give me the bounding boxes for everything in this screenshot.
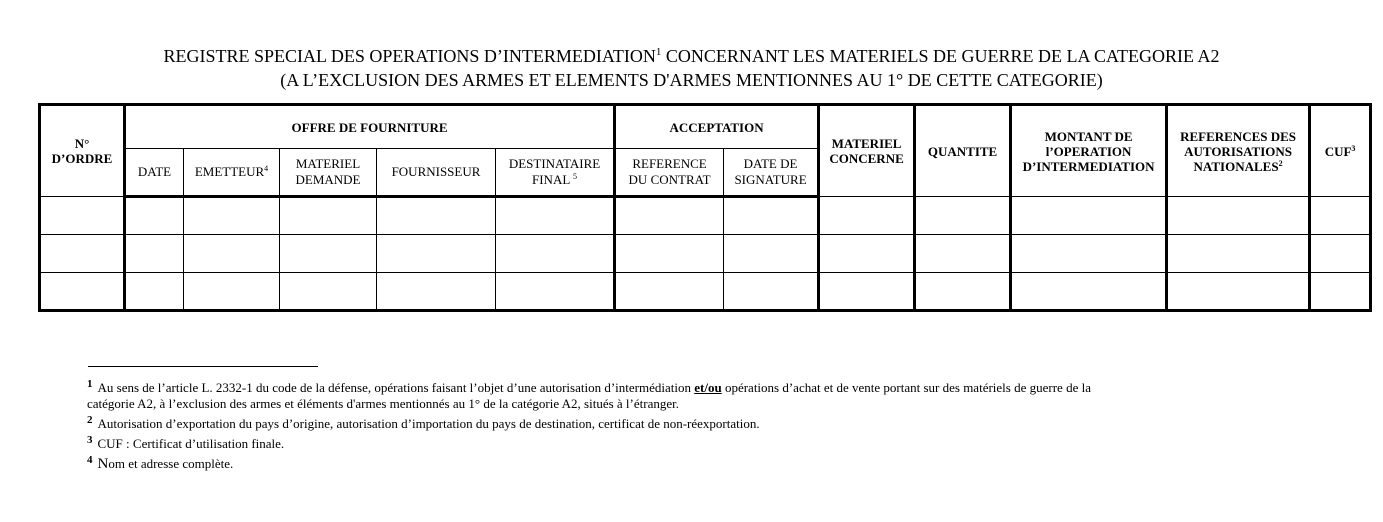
refs-line-3-text: NATIONALES xyxy=(1193,158,1279,174)
table-cell[interactable] xyxy=(1011,235,1167,273)
refs-line-3 xyxy=(1170,159,1306,174)
header-quantite: QUANTITE xyxy=(915,105,1011,197)
table-cell[interactable] xyxy=(125,273,184,311)
header-emetteur xyxy=(184,149,280,197)
table-cell[interactable] xyxy=(496,273,615,311)
footnote-1-et: et xyxy=(694,380,705,395)
header-fournisseur: FOURNISSEUR xyxy=(377,149,496,197)
footnotes xyxy=(87,376,1317,472)
emetteur-text: EMETTEUR xyxy=(194,164,265,179)
table-cell[interactable] xyxy=(496,235,615,273)
reference-line-1: REFERENCE xyxy=(632,156,707,171)
footnote-3-number: 3 xyxy=(87,434,93,446)
header-cuf xyxy=(1310,105,1371,197)
table-cell[interactable] xyxy=(280,235,377,273)
table-cell[interactable] xyxy=(1011,273,1167,311)
header-date: DATE xyxy=(125,149,184,197)
footnote-4 xyxy=(87,452,1317,472)
header-materiel-demande xyxy=(280,149,377,197)
table-row xyxy=(40,197,1371,235)
footnote-separator xyxy=(88,366,318,367)
refs-line-1: REFERENCES DES xyxy=(1180,128,1297,144)
table-row xyxy=(40,235,1371,273)
footnote-2-number: 2 xyxy=(87,414,93,426)
table-cell[interactable] xyxy=(496,197,615,235)
footnote-1-text-a: Au sens de l’article L. 2332-1 du code de la défense, opérations faisant l’objet d’une autorisation d’intermédiation xyxy=(97,380,695,395)
header-destinataire-final xyxy=(496,149,615,197)
header-montant xyxy=(1011,105,1167,197)
destinataire-line-2 xyxy=(498,172,611,188)
register-title xyxy=(0,44,1383,92)
title-line-2: (A L’EXCLUSION DES ARMES ET ELEMENTS D'ARMES MENTIONNES AU 1° DE CETTE CATEGORIE) xyxy=(280,70,1103,90)
table-cell[interactable] xyxy=(40,197,125,235)
destinataire-line-1: DESTINATAIRE xyxy=(508,156,601,171)
table-cell[interactable] xyxy=(724,273,819,311)
destinataire-footnote-ref: 5 xyxy=(573,172,578,181)
table-cell[interactable] xyxy=(915,197,1011,235)
footnote-1-continuation: catégorie A2, à l’exclusion des armes et éléments d'armes mentionnés au 1° de la catégorie A2, situés à l’étranger. xyxy=(87,396,679,411)
table-cell[interactable] xyxy=(819,197,915,235)
date-signature-line-1: DATE DE xyxy=(743,156,798,171)
header-references-autorisations xyxy=(1167,105,1310,197)
header-reference-contrat xyxy=(615,149,724,197)
header-offre-de-fourniture: OFFRE DE FOURNITURE xyxy=(125,105,615,149)
cuf-text: CUF xyxy=(1324,143,1352,159)
table-cell[interactable] xyxy=(1167,273,1310,311)
no-ordre-line-1: N° xyxy=(74,136,90,151)
materiel-concerne-line-1: MATERIEL xyxy=(831,136,902,151)
table-cell[interactable] xyxy=(724,235,819,273)
table-cell[interactable] xyxy=(184,235,280,273)
table-cell[interactable] xyxy=(40,273,125,311)
table-cell[interactable] xyxy=(724,197,819,235)
table-cell[interactable] xyxy=(615,197,724,235)
table-cell[interactable] xyxy=(1011,197,1167,235)
table-cell[interactable] xyxy=(377,235,496,273)
table-cell[interactable] xyxy=(1310,235,1371,273)
title-line-1 xyxy=(0,44,1383,68)
table-cell[interactable] xyxy=(40,235,125,273)
table-cell[interactable] xyxy=(280,197,377,235)
footnote-2-text: Autorisation d’exportation du pays d’origine, autorisation d’importation du pays de destination, certificat de non-réexportation. xyxy=(97,416,760,431)
montant-line-3: D’INTERMEDIATION xyxy=(1022,158,1155,174)
table-cell[interactable] xyxy=(819,273,915,311)
materiel-demande-line-2: DEMANDE xyxy=(295,172,361,187)
table-cell[interactable] xyxy=(615,273,724,311)
header-date-signature xyxy=(724,149,819,197)
table-cell[interactable] xyxy=(125,197,184,235)
montant-line-1: MONTANT DE xyxy=(1044,128,1133,144)
table-cell[interactable] xyxy=(377,197,496,235)
footnote-4-number: 4 xyxy=(87,454,93,466)
table-cell[interactable] xyxy=(125,235,184,273)
table-cell[interactable] xyxy=(1167,197,1310,235)
header-acceptation: ACCEPTATION xyxy=(615,105,819,149)
table-row xyxy=(40,273,1371,311)
materiel-concerne-line-2: CONCERNE xyxy=(829,151,904,166)
register-table xyxy=(38,103,1372,312)
header-row-1 xyxy=(40,105,1371,149)
table-cell[interactable] xyxy=(915,273,1011,311)
footnote-3 xyxy=(87,432,1317,452)
title-line-1-text-b: CONCERNANT LES MATERIELS DE GUERRE DE LA CATEGORIE A2 xyxy=(661,46,1220,66)
footnote-4-text: om et adresse complète. xyxy=(108,456,234,471)
header-no-ordre xyxy=(40,105,125,197)
table-cell[interactable] xyxy=(1310,273,1371,311)
table-cell[interactable] xyxy=(377,273,496,311)
montant-line-2: l’OPERATION xyxy=(1045,143,1132,159)
table-cell[interactable] xyxy=(184,197,280,235)
footnote-4-initial: N xyxy=(97,456,109,472)
footnote-1-ou: ou xyxy=(707,380,722,395)
title-line-1-text-a: REGISTRE SPECIAL DES OPERATIONS D’INTERMEDIATION xyxy=(163,46,656,66)
destinataire-line-2-text: FINAL xyxy=(532,172,570,187)
table-cell[interactable] xyxy=(615,235,724,273)
emetteur-footnote-ref: 4 xyxy=(264,164,269,173)
materiel-demande-line-1: MATERIEL xyxy=(295,156,361,171)
table-cell[interactable] xyxy=(280,273,377,311)
footnote-1-text-b: opérations d’achat et de vente portant sur des matériels de guerre de la xyxy=(721,380,1091,395)
refs-line-2: AUTORISATIONS xyxy=(1184,143,1292,159)
table-cell[interactable] xyxy=(184,273,280,311)
reference-line-2: DU CONTRAT xyxy=(628,172,711,187)
cuf-footnote-ref: 3 xyxy=(1351,143,1356,153)
date-signature-line-2: SIGNATURE xyxy=(734,172,807,187)
table-cell[interactable] xyxy=(1167,235,1310,273)
table-cell[interactable] xyxy=(915,235,1011,273)
footnote-3-text: CUF : Certificat d’utilisation finale. xyxy=(97,436,285,451)
no-ordre-line-2: D’ORDRE xyxy=(51,151,113,166)
footnote-1 xyxy=(87,376,1317,396)
table-cell[interactable] xyxy=(819,235,915,273)
header-materiel-concerne xyxy=(819,105,915,197)
footnote-2 xyxy=(87,412,1317,432)
refs-footnote-ref: 2 xyxy=(1278,158,1283,168)
table-cell[interactable] xyxy=(1310,197,1371,235)
footnote-1-slash: / xyxy=(704,380,708,395)
title-footnote-ref: 1 xyxy=(655,46,662,58)
footnote-1-number: 1 xyxy=(87,378,93,390)
